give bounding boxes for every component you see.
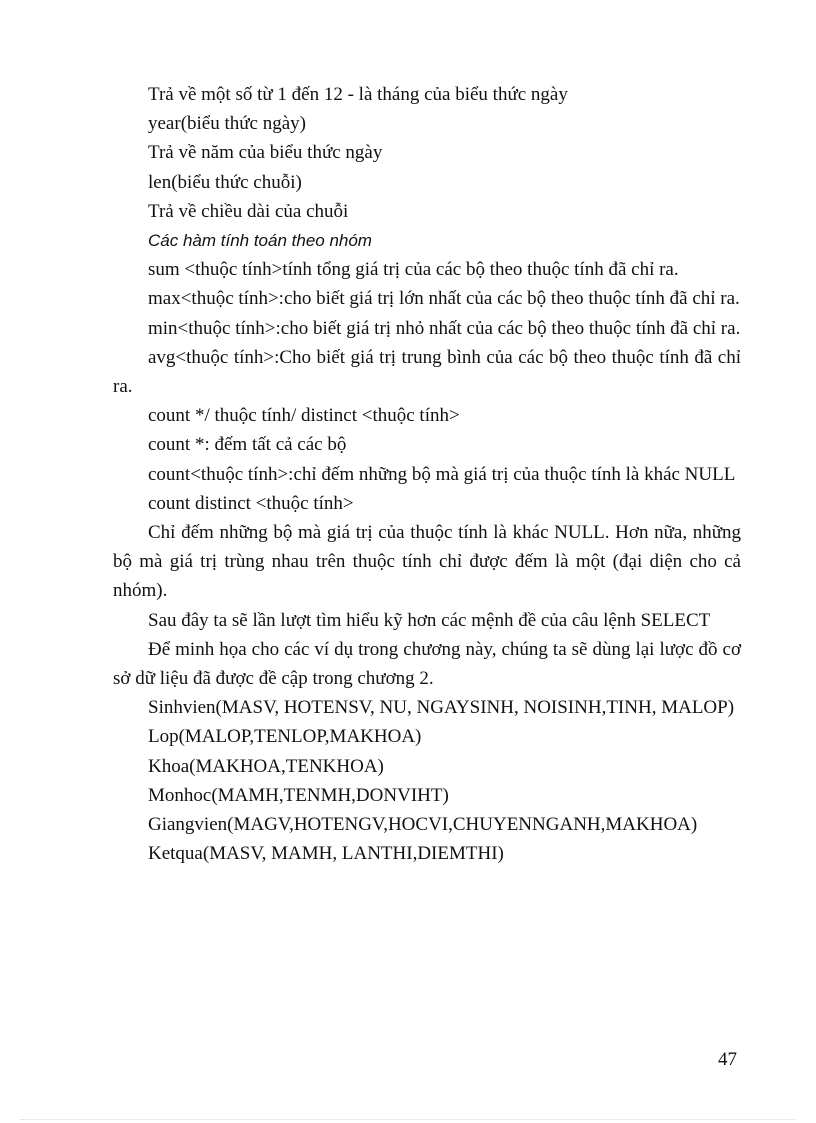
count-distinct-description: Chỉ đếm những bộ mà giá trị của thuộc tính là khác NULL. Hơn nữa, những bộ mà giá trị trùng nhau trên thuộc tính chỉ được đếm là một (đại diện cho cả nhóm).: [113, 522, 741, 602]
schema-lop: Lop(MALOP,TENLOP,MAKHOA): [148, 726, 422, 748]
month-description: Trả về một số từ 1 đến 12 - là tháng của biểu thức ngày: [148, 84, 568, 105]
max-description: max<thuộc tính>:cho biết giá trị lớn nhất của các bộ theo thuộc tính đã chỉ ra.: [148, 288, 740, 310]
count-distinct-syntax: count distinct <thuộc tính>: [148, 492, 354, 514]
count-attribute-description: count<thuộc tính>:chỉ đếm những bộ mà giá trị của thuộc tính là khác NULL: [148, 463, 736, 485]
schema-intro: Để minh họa cho các ví dụ trong chương này, chúng ta sẽ dùng lại lược đồ cơ sở dữ liệu đã được đề cập trong chương 2.: [113, 638, 741, 690]
year-description: Trả về năm của biểu thức ngày: [148, 142, 383, 164]
count-syntax: count */ thuộc tính/ distinct <thuộc tính>: [148, 405, 460, 427]
year-function: year(biểu thức ngày): [148, 113, 307, 135]
count-star-description: count *: đếm tất cả các bộ: [148, 434, 347, 456]
len-description: Trả về chiều dài của chuỗi: [148, 200, 349, 222]
schema-monhoc: Monhoc(MAMH,TENMH,DONVIHT): [148, 784, 449, 806]
sum-description: sum <thuộc tính>tính tổng giá trị của các bộ theo thuộc tính đã chỉ ra.: [148, 259, 679, 281]
select-clauses-intro: Sau đây ta sẽ lần lượt tìm hiểu kỹ hơn các mệnh đề của câu lệnh SELECT: [148, 609, 711, 631]
schema-ketqua: Ketqua(MASV, MAMH, LANTHI,DIEMTHI): [148, 843, 504, 865]
schema-sinhvien: Sinhvien(MASV, HOTENSV, NU, NGAYSINH, NOISINH,TINH, MALOP): [148, 697, 735, 719]
footer-divider: [20, 1119, 796, 1120]
document-body: [113, 80, 741, 868]
schema-khoa: Khoa(MAKHOA,TENKHOA): [148, 755, 384, 777]
avg-description: avg<thuộc tính>:Cho biết giá trị trung bình của các bộ theo thuộc tính đã chỉ ra.: [113, 346, 741, 398]
len-function: len(biểu thức chuỗi): [148, 171, 302, 193]
aggregate-functions-heading: Các hàm tính toán theo nhóm: [148, 231, 372, 251]
schema-giangvien: Giangvien(MAGV,HOTENGV,HOCVI,CHUYENNGANH,MAKHOA): [148, 814, 698, 836]
page-number: 47: [718, 1049, 737, 1070]
min-description: min<thuộc tính>:cho biết giá trị nhỏ nhất của các bộ theo thuộc tính đã chỉ ra.: [148, 317, 741, 339]
